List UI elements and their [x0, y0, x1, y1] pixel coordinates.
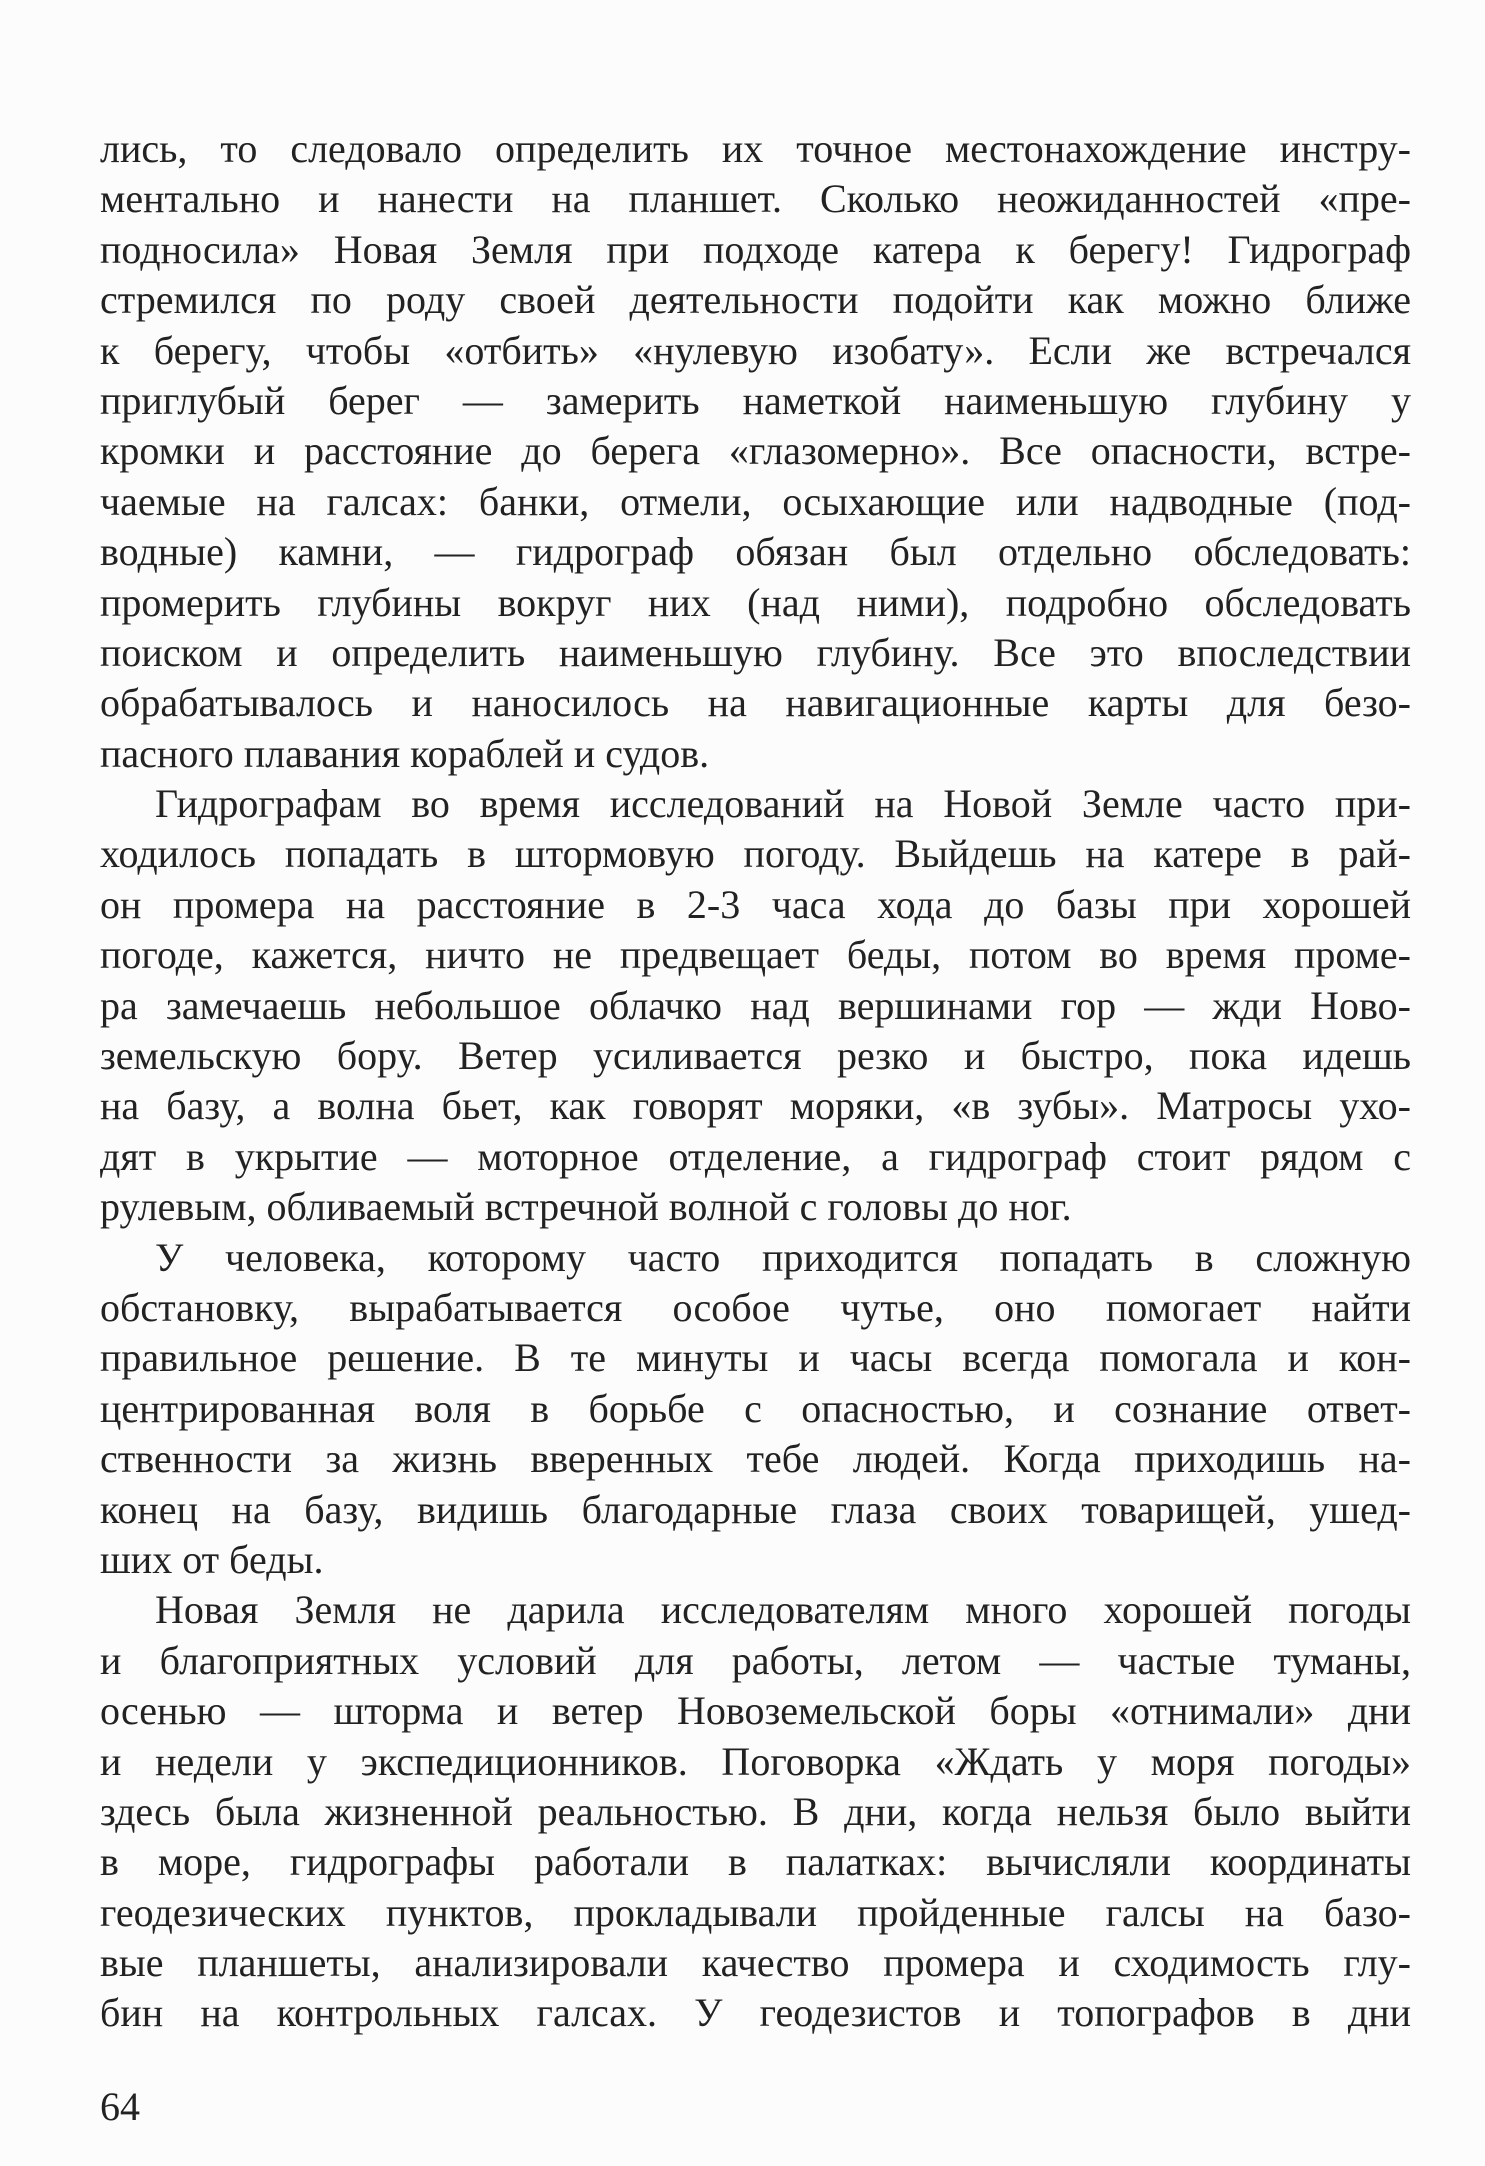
paragraph: [100, 1233, 1411, 1586]
text-line: правильное решение. В те минуты и часы всегда помогала и кон-: [100, 1335, 1411, 1381]
text-line: Новая Земля не дарила исследователям много хорошей погоды: [155, 1587, 1411, 1633]
text-line: погоде, кажется, ничто не предвещает беды, потом во время проме-: [100, 932, 1411, 978]
text-line: стремился по роду своей деятельности подойти как можно ближе: [100, 277, 1411, 323]
text-line: обстановку, вырабатывается особое чутье, оно помогает найти: [100, 1284, 1411, 1330]
text-line: лись, то следовало определить их точное местонахождение инстру-: [100, 126, 1411, 171]
text-line: ходилось попадать в штормовую погоду. Выйдешь на катере в рай-: [100, 831, 1411, 877]
text-line: У человека, которому часто приходится попадать в сложную: [155, 1234, 1411, 1280]
text-line: к берегу, чтобы «отбить» «нулевую изобату». Если же встречался: [100, 327, 1411, 373]
text-line: бин на контрольных галсах. У геодезистов и топографов в дни: [100, 1990, 1411, 2036]
text-line: геодезических пунктов, прокладывали пройденные галсы на базо-: [100, 1889, 1411, 1935]
text-line: Гидрографам во время исследований на Новой Земле часто при-: [155, 781, 1411, 827]
paragraph: [100, 124, 1411, 779]
text-line: водные) камни, — гидрограф обязан был отдельно обследовать:: [100, 529, 1411, 575]
text-line: осенью — шторма и ветер Новоземельской боры «отнимали» дни: [100, 1688, 1411, 1734]
text-line: чаемые на галсах: банки, отмели, осыхающие или надводные (под-: [100, 478, 1411, 524]
text-line: рулевым, обливаемый встречной волной с головы до ног.: [100, 1184, 1072, 1230]
text-line: здесь была жизненной реальностью. В дни, когда нельзя было выйти: [100, 1788, 1411, 1834]
text-line: земельскую бору. Ветер усиливается резко и быстро, пока идешь: [100, 1033, 1411, 1079]
text-line: и благоприятных условий для работы, летом — частые туманы,: [100, 1637, 1411, 1683]
text-line: в море, гидрографы работали в палатках: вычисляли координаты: [100, 1839, 1411, 1885]
text-line: промерить глубины вокруг них (над ними), подробно обследовать: [100, 579, 1411, 625]
text-line: обрабатывалось и наносилось на навигационные карты для безо-: [100, 680, 1411, 726]
text-line: конец на базу, видишь благодарные глаза своих товарищей, ушед-: [100, 1486, 1411, 1532]
text-line: на базу, а волна бьет, как говорят моряки, «в зубы». Матросы ухо-: [100, 1083, 1411, 1129]
paragraph: [100, 1585, 1411, 2039]
text-line: дят в укрытие — моторное отделение, а гидрограф стоит рядом с: [100, 1133, 1411, 1179]
text-line: ших от беды.: [100, 1536, 324, 1582]
text-line: поиском и определить наименьшую глубину. Все это впоследствии: [100, 629, 1411, 675]
text-line: ственности за жизнь вверенных тебе людей. Когда приходишь на-: [100, 1436, 1411, 1482]
text-line: пасного плавания кораблей и судов.: [100, 730, 710, 776]
text-line: подносила» Новая Земля при подходе катера к берегу! Гидрограф: [100, 226, 1411, 272]
text-line: ментально и нанести на планшет. Сколько неожиданностей «пре-: [100, 176, 1411, 222]
paragraph: [100, 779, 1411, 1233]
text-line: центрированная воля в борьбе с опасностью, и сознание ответ-: [100, 1385, 1411, 1431]
text-line: и недели у экспедиционников. Поговорка «Ждать у моря погоды»: [100, 1738, 1411, 1784]
text-line: ра замечаешь небольшое облачко над вершинами гор — жди Ново-: [100, 982, 1411, 1028]
text-line: приглубый берег — замерить наметкой наименьшую глубину у: [100, 377, 1411, 423]
text-line: он промера на расстояние в 2-3 часа хода до базы при хорошей: [100, 881, 1411, 927]
page-body-text: [100, 124, 1411, 2039]
text-line: кромки и расстояние до берега «глазомерно». Все опасности, встре-: [100, 428, 1411, 474]
text-line: вые планшеты, анализировали качество промера и сходимость глу-: [100, 1940, 1411, 1986]
page-number: 64: [100, 2084, 140, 2129]
